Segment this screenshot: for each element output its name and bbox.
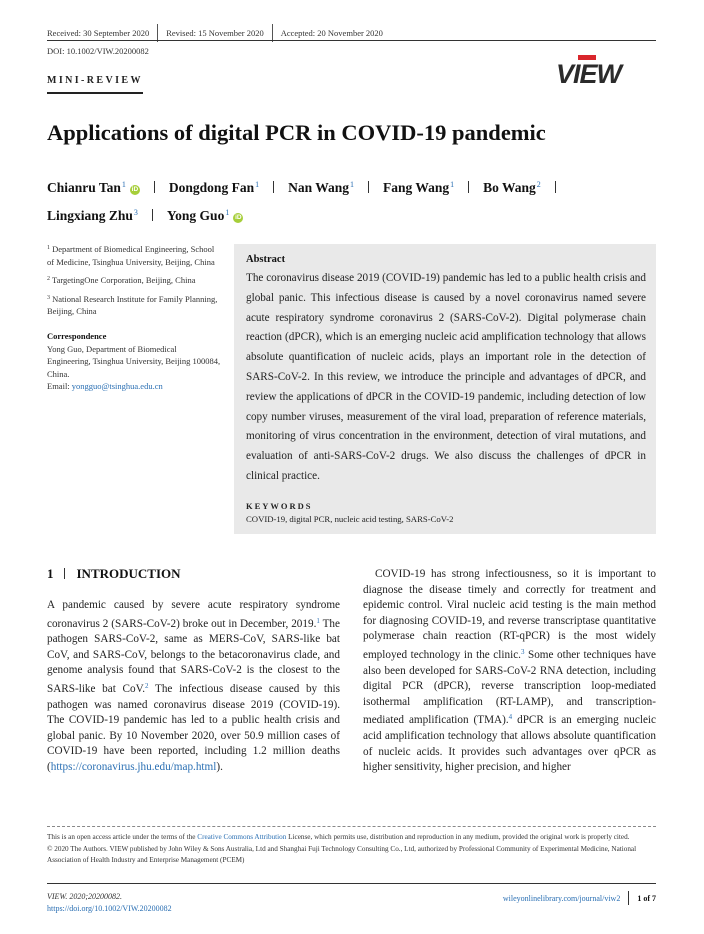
article-type-underline bbox=[47, 92, 143, 94]
abstract-text: The coronavirus disease 2019 (COVID-19) pandemic has led to a public health crisis and global panic. This infectious disease is caused by a novel coronavirus named severe acute respiratory syndrome coronavirus 2 (SARS-CoV-2). Digital polymerase chain reaction (dPCR), which is an emerging nucleic acid amplification technology that allows absolute quantification of nucleic acids, plays an important role in the detection of SARS-CoV-2. In this review, we introduce the principle and advantages of dPCR, and review the applications of dPCR in the COVID-19 pandemic, including detection of low copy number viruses, measurement of the viral load, preparation of reference materials, monitoring of virus concentration in the environment, detection of viral mutations, and evaluation of anti-SARS-CoV-2 drugs. We also discuss the challenges of dPCR in clinical practice. bbox=[246, 272, 646, 482]
author-divider bbox=[555, 181, 556, 193]
journal-logo bbox=[556, 52, 642, 86]
correspondence-heading: Correspondence bbox=[47, 330, 107, 341]
logo-text: VIEW bbox=[556, 59, 622, 86]
author-divider bbox=[154, 181, 155, 193]
keywords: COVID-19, digital PCR, nucleic acid testing, SARS-CoV-2 bbox=[246, 513, 454, 524]
abstract-heading: Abstract bbox=[246, 254, 286, 265]
author-divider bbox=[152, 209, 153, 221]
citation-link[interactable]: 2 bbox=[145, 681, 149, 690]
author-divider bbox=[368, 181, 369, 193]
received-date: Received: 30 September 2020 bbox=[47, 24, 158, 42]
author[interactable]: Fang Wang$^1$ bbox=[382, 180, 455, 195]
author[interactable]: Lingxiang Zhu$^3$ bbox=[47, 208, 138, 223]
author[interactable]: Dongdong Fan$^1$ bbox=[168, 180, 260, 195]
journal-citation bbox=[47, 891, 172, 915]
body-column-right: COVID-19 has strong infectiousness, so it is important to diagnose the disease timely and correctly for treatment and epidemic control. Viral nucleic acid testing is the main method for diagnosing COVID-19, and reverse transcriptase quantitative polymerase chain reaction (RT-qPCR) is the most widely employed technology in the clinic.$^3$ Some other techniques have also been developed for SARS-CoV-2 RNA detection, including digital PCR (dPCR), reverse transcription loop-mediated isothermal amplification (RT-LAMP), and transcription-mediated amplification (TMA).$^4$ dPCR is an emerging nucleic acid amplification technology that allows absolute quantification of nucleic acids. It provides such advantages over qPCR as higher sensitivity, higher precision, and higher bbox=[363, 568, 656, 774]
affiliation: $^2$ TargetingOne Corporation, Beijing, China bbox=[47, 275, 196, 286]
license-notice: This is an open access article under the terms of the Creative Commons Attribution License, which permits use, distribution and reproduction in any medium, provided the original work is properly cited. © 2020 The Authors. VIEW published by John Wiley & Sons Australia, Ltd and Shanghai Fuji Technology Consulting Co., Ltd, authorized by Professional Community of Experimental Medicine, National Association of Health Industry and Enterprise Management (PCEM) bbox=[47, 832, 656, 868]
url-link[interactable]: https://coronavirus.jhu.edu/map.html bbox=[50, 760, 217, 773]
author[interactable]: Bo Wang$^2$ bbox=[483, 180, 541, 195]
author-divider bbox=[468, 181, 469, 193]
affiliations bbox=[47, 242, 221, 393]
copyright: © 2020 The Authors. VIEW published by John Wiley & Sons Australia, Ltd and Shanghai Fuji Technology Consulting Co., Ltd, authorized by Professional Community of Experimental Medicine, National Association of Health Industry and Enterprise Management (PCEM) bbox=[47, 845, 637, 865]
correspondence-address: Yong Guo, Department of Biomedical Engineering, Tsinghua University, Beijing 100084, China. bbox=[47, 343, 221, 379]
citation-link[interactable]: 3 bbox=[520, 647, 525, 656]
email-link[interactable]: yongguo@tsinghua.edu.cn bbox=[71, 381, 163, 392]
section-divider bbox=[64, 568, 65, 579]
header-divider bbox=[47, 40, 656, 41]
bottom-divider bbox=[47, 883, 656, 884]
page-title: Applications of digital PCR in COVID-19 pandemic bbox=[47, 120, 546, 145]
email-label: Email: bbox=[47, 381, 72, 392]
author[interactable]: Yong Guo$^1$iD bbox=[166, 208, 242, 223]
journal-link[interactable]: wileyonlinelibrary.com/journal/viw2 bbox=[502, 893, 621, 903]
section-heading bbox=[47, 566, 181, 582]
section-title: INTRODUCTION bbox=[76, 566, 181, 581]
license-link[interactable]: Creative Commons Attribution bbox=[197, 833, 287, 841]
accepted-date: Accepted: 20 November 2020 bbox=[280, 28, 383, 38]
affiliation: $^1$ Department of Biomedical Engineering, School of Medicine, Tsinghua University, Beijing, China bbox=[47, 244, 215, 267]
doi-link[interactable]: https://doi.org/10.1002/VIW.20200082 bbox=[47, 904, 172, 913]
body-column-left: A pandemic caused by severe acute respiratory syndrome coronavirus 2 (SARS-CoV-2) broke out in December, 2019.$^1$ The pathogen SARS-CoV-2, same as MERS-CoV, SARS-like bat CoV, and SARS-CoV, belongs to the betacoronavirus clade, and genome analysis found that SARS-CoV-2 is the closest to the SARS-like bat CoV.$^2$ The infectious disease caused by this pathogen was named coronavirus disease 2019 (COVID-19). The COVID-19 pandemic has led to a public health crisis and global panic. By 10 November 2020, over 50.9 million cases of COVID-19 have been reported, including 1.2 million deaths (https://coronavirus.jhu.edu/map.html). bbox=[47, 599, 340, 773]
article-type: MINI-REVIEW bbox=[47, 75, 143, 86]
page-divider bbox=[628, 891, 629, 905]
author[interactable]: Chianru Tan$^1$iD bbox=[47, 180, 139, 195]
revised-date: Revised: 15 November 2020 bbox=[158, 24, 273, 42]
author-list bbox=[47, 172, 667, 228]
keywords-heading: KEYWORDS bbox=[246, 500, 313, 511]
citation-link[interactable]: 4 bbox=[508, 713, 513, 722]
orcid-icon[interactable]: iD bbox=[235, 214, 242, 221]
citation-text: VIEW. 2020;20200082. bbox=[47, 892, 123, 901]
author-divider bbox=[273, 181, 274, 193]
page-number: 1 of 7 bbox=[637, 893, 656, 903]
abstract-panel bbox=[234, 244, 656, 534]
author[interactable]: Nan Wang$^1$ bbox=[288, 180, 354, 195]
page-info bbox=[503, 891, 656, 905]
section-number: 1 bbox=[47, 566, 54, 581]
citation-link[interactable]: 1 bbox=[316, 616, 320, 625]
affiliation: $^3$ National Research Institute for Family Planning, Beijing, China bbox=[47, 293, 218, 317]
footer-divider bbox=[47, 826, 656, 827]
doi: DOI: 10.1002/VIW.20200082 bbox=[47, 46, 149, 56]
correspondence bbox=[47, 330, 221, 393]
orcid-icon[interactable]: iD bbox=[131, 186, 139, 193]
